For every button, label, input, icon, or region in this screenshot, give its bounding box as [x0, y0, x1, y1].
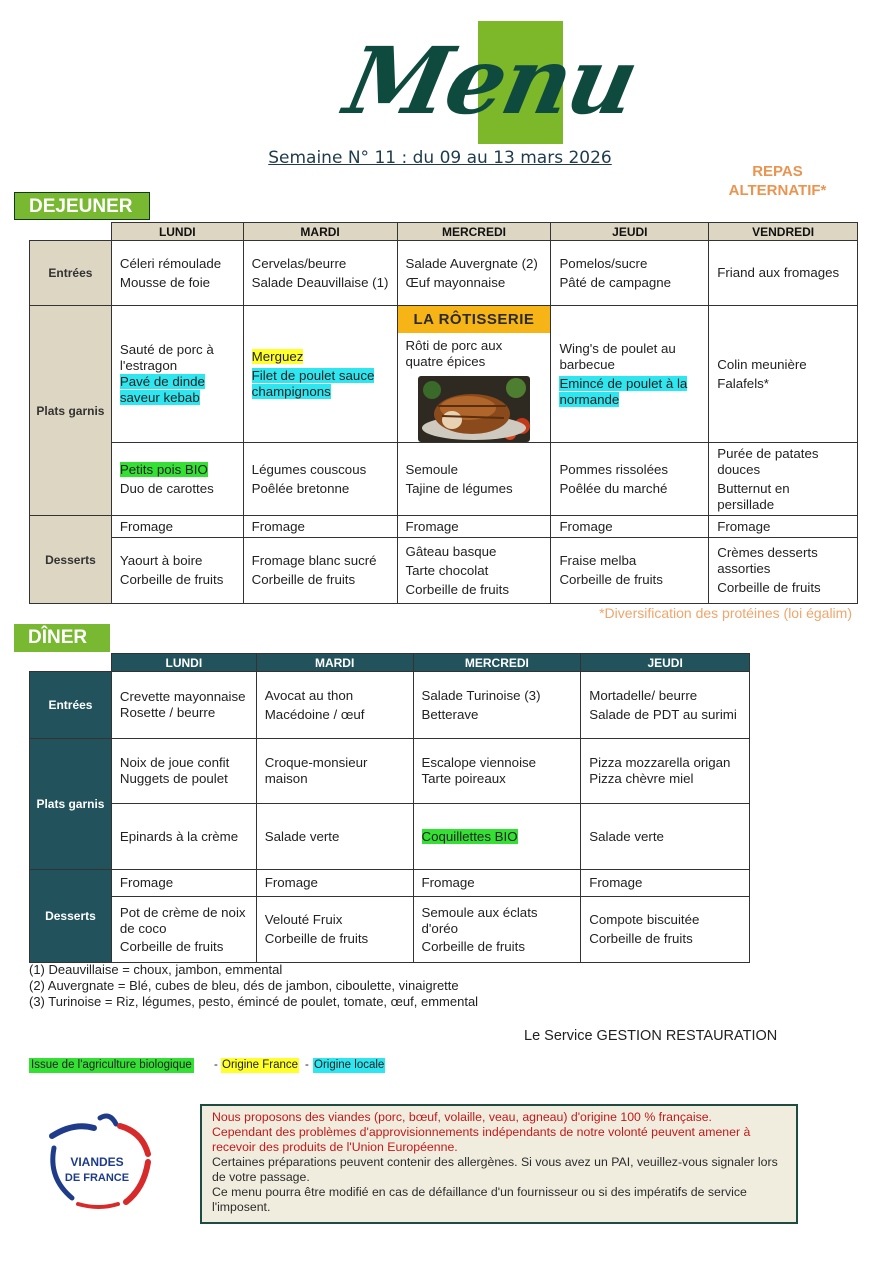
dinner-row-entrees: Entrées — [30, 672, 112, 739]
dinner-plat-lundi: Noix de joue confit Nuggets de poulet — [111, 739, 256, 804]
origine-locale-mark: Filet de poulet sauce champignons — [251, 367, 375, 399]
lunch-day-lundi: LUNDI — [111, 223, 243, 241]
origine-france-mark: Merguez — [251, 348, 304, 364]
info-line-modification: Ce menu pourra être modifié en cas de défaillance d'un fournisseur ou si des impératifs de service l'imposent. — [212, 1185, 747, 1214]
lunch-entree-jeudi: Pomelos/sucre Pâté de campagne — [551, 241, 709, 306]
lunch-fromage-jeudi: Fromage — [551, 516, 709, 538]
dinner-entree-lundi: Crevette mayonnaise Rosette / beurre — [111, 672, 256, 739]
lunch-table — [29, 222, 858, 604]
legend-origine-locale: Origine locale — [314, 1059, 385, 1071]
dinner-fromage-mercredi: Fromage — [413, 870, 581, 897]
lunch-day-mardi: MARDI — [243, 223, 397, 241]
lunch-entree-mardi: Cervelas/beurre Salade Deauvillaise (1) — [243, 241, 397, 306]
lunch-dessert-vendredi: Crèmes desserts assorties Corbeille de fruits — [709, 538, 858, 604]
lunch-fromage-mardi: Fromage — [243, 516, 397, 538]
lunch-row-entrees: Entrées — [30, 241, 112, 306]
lunch-fromage-lundi: Fromage — [111, 516, 243, 538]
repas-alternatif-label: REPAS ALTERNATIF* — [728, 163, 827, 199]
lunch-dessert-mercredi: Gâteau basque Tarte chocolat Corbeille de fruits — [397, 538, 551, 604]
lunch-fromage-vendredi: Fromage — [709, 516, 858, 538]
lunch-dessert-jeudi: Fraise melba Corbeille de fruits — [551, 538, 709, 604]
dinner-day-mardi: MARDI — [256, 654, 413, 672]
lunch-plat-mardi — [243, 306, 397, 443]
lunch-entree-vendredi: Friand aux fromages — [709, 241, 858, 306]
footnote-1: (1) Deauvillaise = choux, jambon, emmental — [29, 962, 283, 977]
dinner-plat-mercredi: Escalope viennoise Tarte poireaux — [413, 739, 581, 804]
viandes-logo-line1: VIANDES — [70, 1155, 124, 1169]
footnote-3: (3) Turinoise = Riz, légumes, pesto, émincé de poulet, tomate, œuf, emmental — [29, 994, 479, 1009]
dinner-fromage-lundi: Fromage — [111, 870, 256, 897]
dinner-day-jeudi: JEUDI — [581, 654, 750, 672]
info-line-origine: Nous proposons des viandes (porc, bœuf, volaille, veau, agneau) d'origine 100 % française. — [212, 1110, 712, 1124]
lunch-day-jeudi: JEUDI — [551, 223, 709, 241]
dinner-day-mercredi: MERCREDI — [413, 654, 581, 672]
dinner-garniture-mardi: Salade verte — [256, 804, 413, 870]
dinner-row-plats: Plats garnis — [30, 739, 112, 870]
dinner-dessert-jeudi: Compote biscuitée Corbeille de fruits — [581, 897, 750, 963]
dinner-row-desserts: Desserts — [30, 870, 112, 963]
corner-cell — [30, 654, 112, 672]
dinner-garniture-lundi: Epinards à la crème — [111, 804, 256, 870]
lunch-dessert-mardi: Fromage blanc sucré Corbeille de fruits — [243, 538, 397, 604]
dinner-day-lundi: LUNDI — [111, 654, 256, 672]
lunch-dessert-lundi: Yaourt à boire Corbeille de fruits — [111, 538, 243, 604]
dinner-section-title: DÎNER — [14, 624, 110, 652]
info-line-approvisionnement: Cependant des problèmes d'approvisionnements indépendants de notre volonté peuvent amener à recevoir des produits de l'Union Européenne. — [212, 1125, 751, 1154]
dinner-fromage-jeudi: Fromage — [581, 870, 750, 897]
service-signature: Le Service GESTION RESTAURATION — [524, 1028, 778, 1044]
legend-separator: - — [305, 1059, 309, 1071]
lunch-plat-vendredi: Colin meunière Falafels* — [709, 306, 858, 443]
viandes-de-france-logo — [44, 1108, 154, 1212]
lunch-row-desserts: Desserts — [30, 516, 112, 604]
info-box — [200, 1104, 798, 1224]
viandes-logo-line2: DE FRANCE — [64, 1172, 130, 1184]
dinner-dessert-lundi: Pot de crème de noix de coco Corbeille de fruits — [111, 897, 256, 963]
info-line-allergenes: Certaines préparations peuvent contenir des allergènes. Si vous avez un PAI, veuillez-vous signaler lors de votre passage. — [212, 1155, 778, 1184]
bio-mark: Coquillettes BIO — [421, 828, 518, 844]
dinner-garniture-jeudi: Salade verte — [581, 804, 750, 870]
lunch-plat-jeudi: Wing's de poulet au barbecue Emincé de poulet à la normande — [551, 306, 709, 443]
dinner-plat-mardi: Croque-monsieur maison — [256, 739, 413, 804]
lunch-garniture-vendredi: Purée de patates douces Butternut en persillade — [709, 443, 858, 516]
lunch-section-title: DEJEUNER — [14, 192, 150, 220]
lunch-plat-mercredi: LA RÔTISSERIE Rôti de porc aux quatre épices — [397, 306, 551, 443]
dinner-dessert-mardi: Velouté Fruix Corbeille de fruits — [256, 897, 413, 963]
dinner-dessert-mercredi: Semoule aux éclats d'oréo Corbeille de fruits — [413, 897, 581, 963]
legend-origine-france: Origine France — [222, 1059, 299, 1071]
legend-separator: - — [214, 1059, 218, 1071]
dinner-garniture-mercredi — [413, 804, 581, 870]
lunch-plat-lundi: Sauté de porc à l'estragon Pavé de dinde saveur kebab — [111, 306, 243, 443]
dinner-fromage-mardi: Fromage — [256, 870, 413, 897]
lunch-garniture-lundi: Petits pois BIO Duo de carottes — [111, 443, 243, 516]
rotisserie-banner: LA RÔTISSERIE — [398, 306, 551, 333]
lunch-garniture-mardi: Légumes couscous Poêlée bretonne — [243, 443, 397, 516]
lunch-fromage-mercredi: Fromage — [397, 516, 551, 538]
lunch-entree-mercredi: Salade Auvergnate (2) Œuf mayonnaise — [397, 241, 551, 306]
lunch-day-mercredi: MERCREDI — [397, 223, 551, 241]
dinner-table — [29, 653, 750, 963]
dinner-entree-jeudi: Mortadelle/ beurre Salade de PDT au surimi — [581, 672, 750, 739]
lunch-garniture-jeudi: Pommes rissolées Poêlée du marché — [551, 443, 709, 516]
diversification-note: *Diversification des protéines (loi égalim) — [599, 605, 852, 621]
lunch-row-plats: Plats garnis — [30, 306, 112, 516]
lunch-day-vendredi: VENDREDI — [709, 223, 858, 241]
menu-logo: Menu — [336, 27, 646, 135]
origine-locale-mark: Pavé de dinde saveur kebab — [119, 374, 205, 405]
lunch-entree-lundi: Céleri rémoulade Mousse de foie — [111, 241, 243, 306]
origine-locale-mark: Emincé de poulet à la normande — [559, 375, 688, 407]
corner-cell — [30, 223, 112, 241]
lunch-garniture-mercredi: Semoule Tajine de légumes — [397, 443, 551, 516]
footnote-2: (2) Auvergnate = Blé, cubes de bleu, dés de jambon, ciboulette, vinaigrette — [29, 978, 459, 993]
dinner-plat-jeudi: Pizza mozzarella origan Pizza chèvre miel — [581, 739, 750, 804]
legend-bio: Issue de l'agriculture biologique — [31, 1059, 192, 1071]
dinner-entree-mardi: Avocat au thon Macédoine / œuf — [256, 672, 413, 739]
dinner-entree-mercredi: Salade Turinoise (3) Betterave — [413, 672, 581, 739]
bio-mark: Petits pois BIO — [119, 461, 208, 477]
week-title: Semaine N° 11 : du 09 au 13 mars 2026 — [268, 148, 612, 168]
roast-pork-photo — [418, 376, 530, 442]
